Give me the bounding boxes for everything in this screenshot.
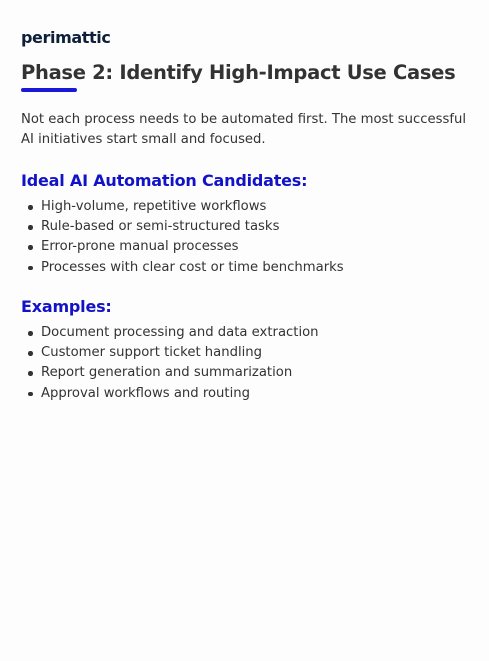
list-item bbox=[21, 217, 344, 237]
page-title: Phase 2: Identify High-Impact Use Cases bbox=[21, 61, 456, 84]
intro-paragraph: Not each process needs to be automated first. The most successful AI initiatives start small and focused. bbox=[21, 112, 467, 147]
bullet-icon bbox=[28, 371, 33, 376]
candidates-list bbox=[21, 197, 344, 278]
list-item bbox=[21, 237, 344, 257]
examples-list bbox=[21, 323, 319, 404]
list-item bbox=[21, 384, 319, 404]
list-item-text: Processes with clear cost or time benchmarks bbox=[41, 259, 344, 275]
list-item-text: Document processing and data extraction bbox=[41, 325, 319, 340]
list-item-text: High-volume, repetitive workflows bbox=[41, 199, 267, 214]
bullet-icon bbox=[28, 331, 33, 336]
list-item-text: Report generation and summarization bbox=[41, 365, 293, 381]
list-item-text: Rule-based or semi-structured tasks bbox=[41, 219, 280, 235]
bullet-icon bbox=[28, 205, 33, 210]
list-item-text: Approval workflows and routing bbox=[41, 385, 250, 401]
list-item bbox=[21, 323, 319, 343]
list-item bbox=[21, 258, 344, 278]
bullet-icon bbox=[28, 225, 33, 230]
candidates-heading: Ideal AI Automation Candidates: bbox=[21, 171, 308, 190]
list-item bbox=[21, 343, 319, 363]
bullet-icon bbox=[28, 266, 33, 271]
title-accent-bar bbox=[21, 88, 77, 92]
bullet-icon bbox=[28, 245, 33, 250]
brand-logo: perimattic bbox=[21, 28, 111, 47]
examples-heading: Examples: bbox=[21, 297, 112, 316]
bullet-icon bbox=[28, 392, 33, 397]
bullet-icon bbox=[28, 351, 33, 356]
list-item-text: Customer support ticket handling bbox=[41, 345, 263, 361]
list-item bbox=[21, 197, 344, 217]
list-item bbox=[21, 363, 319, 383]
list-item-text: Error-prone manual processes bbox=[41, 239, 239, 255]
